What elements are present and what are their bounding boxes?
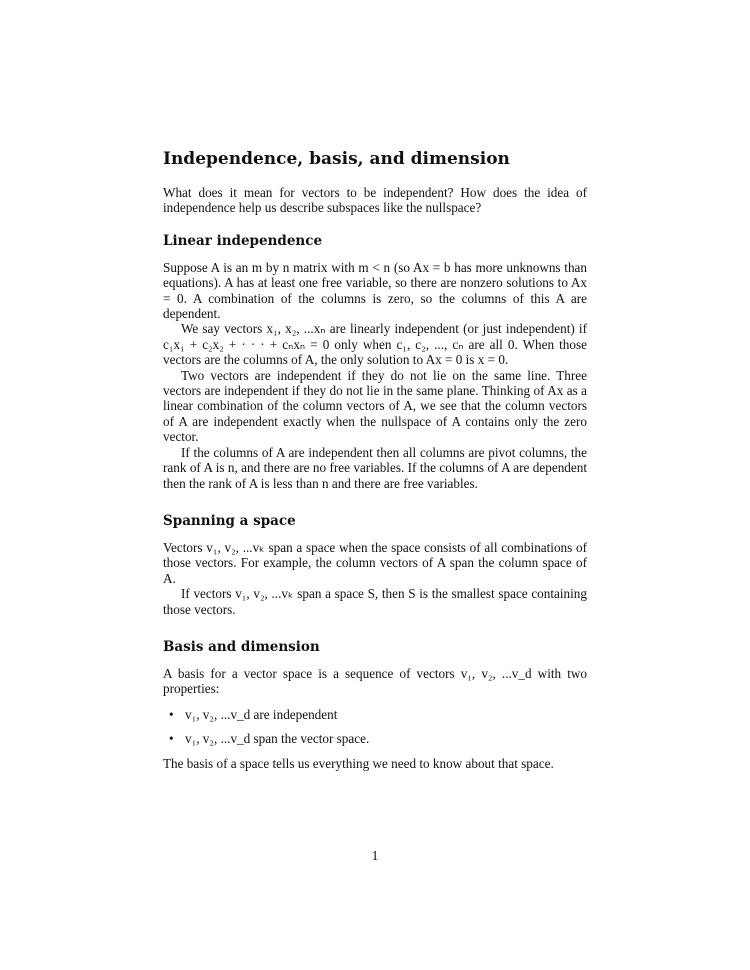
paragraph: A basis for a vector space is a sequence of vectors v₁, v₂, ...v_d with two properties: — [163, 665, 587, 697]
paragraph: Vectors v₁, v₂, ...vₖ span a space when the space consists of all combinations of those vectors. For example, the column vectors of A span the column space of A. — [163, 539, 587, 586]
heading-basis-and-dimension: Basis and dimension — [163, 638, 320, 655]
list-item: • v₁, v₂, ...v_d are independent — [169, 706, 338, 722]
closing-paragraph: The basis of a space tells us everything we need to know about that space. — [163, 755, 554, 771]
heading-spanning-a-space: Spanning a space — [163, 512, 296, 529]
paragraph: If the columns of A are independent then all columns are pivot columns, the rank of A is n, and there are no free variables. If the columns of A are dependent then the rank of A is less than n and there are free variables. — [163, 444, 587, 491]
bullet-icon: • — [169, 731, 174, 747]
property-list — [163, 707, 587, 747]
paragraph: Two vectors are independent if they do not lie on the same line. Three vectors are independent if they do not lie in the same plane. Thinking of Ax as a linear combination of the column vectors of A, we see that the column vectors of A are independent exactly when the nullspace of A contains only the zero vector. — [163, 367, 587, 445]
paragraph: Suppose A is an m by n matrix with m < n (so Ax = b has more unknowns than equations). A has at least one free variable, so there are nonzero solutions to Ax = 0. A combination of the columns is zero, so the columns of this A are dependent. — [163, 259, 587, 322]
paragraph: If vectors v₁, v₂, ...vₖ span a space S, then S is the smallest space containing those vectors. — [163, 586, 587, 617]
bullet-icon: • — [169, 706, 174, 722]
intro-paragraph: What does it mean for vectors to be independent? How does the idea of independence help us describe subspaces like the nullspace? — [163, 185, 587, 216]
page-number: 1 — [371, 848, 379, 863]
document-page — [163, 148, 587, 771]
paragraph: We say vectors x₁, x₂, ...xₙ are linearly independent (or just independent) if c₁x₁ + c₂x₂ + · · · + cₙxₙ = 0 only when c₁, c₂, ..., cₙ are all 0. When those vectors are the columns of A, the only solution to Ax = 0 is x = 0. — [163, 321, 587, 368]
page-title: Independence, basis, and dimension — [163, 149, 510, 169]
heading-linear-independence: Linear independence — [163, 232, 323, 249]
list-item: • v₁, v₂, ...v_d span the vector space. — [169, 731, 370, 747]
